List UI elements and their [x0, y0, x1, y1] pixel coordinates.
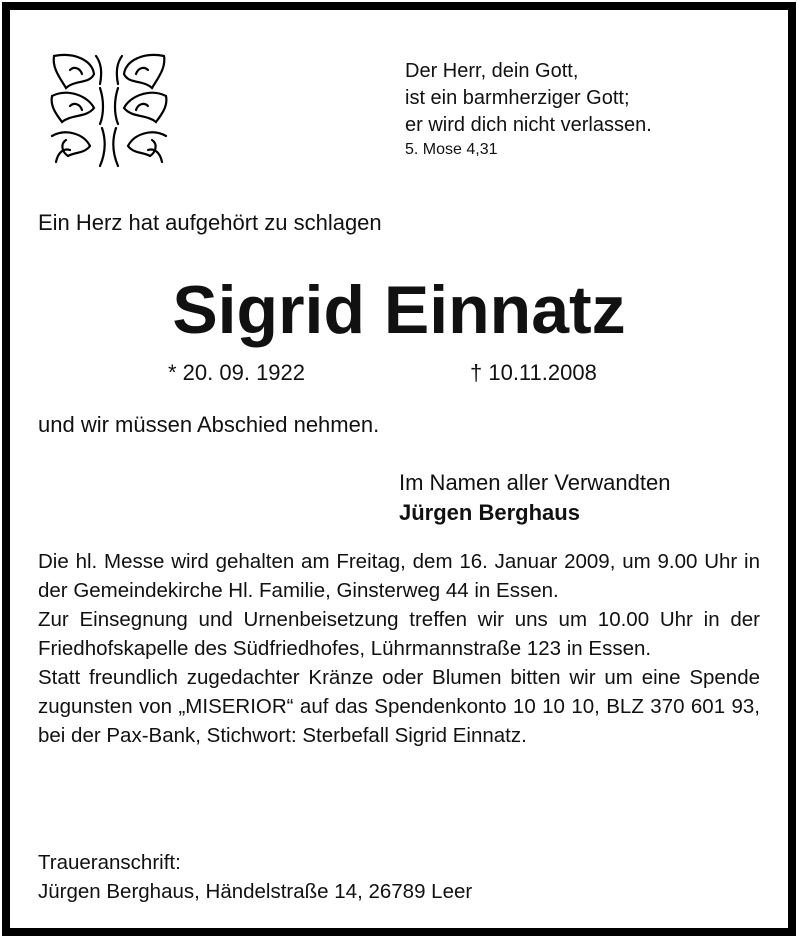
- donation-info: Statt freundlich zugedachter Kränze oder Blumen bitten wir um eine Spende zugunsten von „MISERIOR“ auf das Spendenkonto 10 10 10, BLZ 370 601 93, bei der Pax-Bank, Stichwort: Sterbefall Sigrid Einnatz.: [38, 666, 760, 747]
- birth-date: * 20. 09. 1922: [168, 360, 306, 385]
- signoff-line: Im Namen aller Verwandten: [399, 470, 671, 495]
- verse-line: Der Herr, dein Gott,: [405, 60, 579, 82]
- verse-reference: 5. Mose 4,31: [405, 141, 498, 158]
- verse-line: ist ein barmherziger Gott;: [405, 87, 630, 109]
- obituary-frame: [2, 2, 796, 936]
- intro-line: Ein Herz hat aufgehört zu schlagen: [38, 210, 382, 235]
- mourning-address: [38, 848, 472, 906]
- farewell-line: und wir müssen Abschied nehmen.: [38, 412, 380, 437]
- mass-info: Die hl. Messe wird gehalten am Freitag, dem 16. Januar 2009, um 9.00 Uhr in der Gemeindekirche Hl. Familie, Ginsterweg 44 in Essen.: [38, 550, 760, 602]
- deceased-name: Sigrid Einnatz: [172, 272, 626, 348]
- service-details: [38, 547, 760, 750]
- leaf-ornament-icon: [44, 44, 174, 174]
- address-value: Jürgen Berghaus, Händelstraße 14, 26789 Leer: [38, 880, 473, 903]
- burial-info: Zur Einsegnung und Urnenbeisetzung treffen wir uns um 10.00 Uhr in der Friedhofskapelle des Südfriedhofes, Lührmannstraße 123 in Essen.: [38, 608, 760, 660]
- bible-verse: [405, 58, 775, 161]
- signer-name: Jürgen Berghaus: [399, 500, 580, 525]
- address-label: Traueranschrift:: [38, 851, 181, 874]
- signoff-block: [399, 468, 670, 528]
- death-date: † 10.11.2008: [470, 360, 597, 385]
- verse-line: er wird dich nicht verlassen.: [405, 114, 652, 136]
